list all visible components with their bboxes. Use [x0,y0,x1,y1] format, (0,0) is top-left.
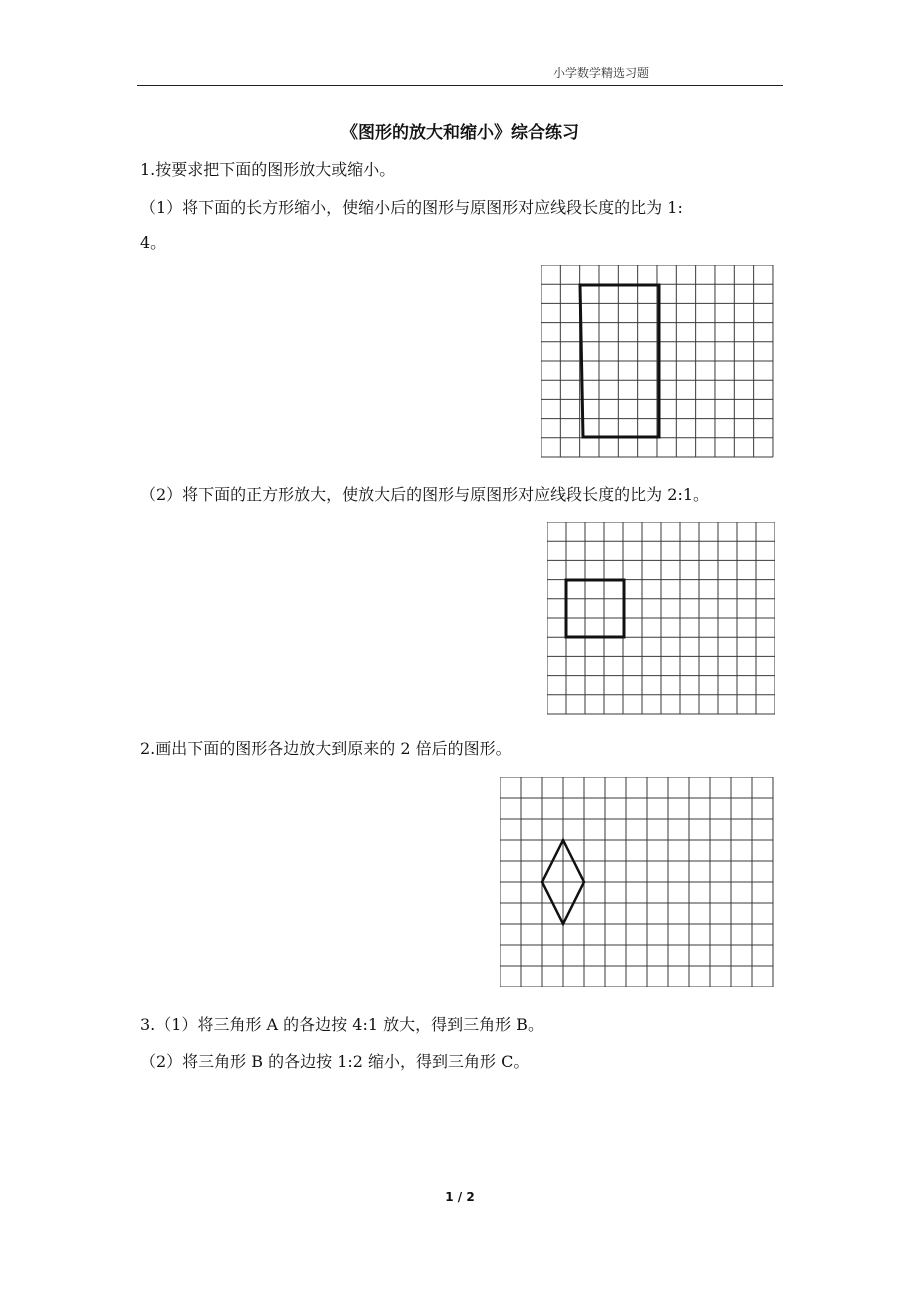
q1-part2: （2）将下面的正方形放大，使放大后的图形与原图形对应线段长度的比为 2:1。 [140,485,710,504]
grid-lines [547,522,775,714]
page-number: 1 / 2 [445,1190,475,1204]
grid-rectangle [541,265,775,459]
grid-square [547,522,775,716]
q2-heading: 2.画出下面的图形各边放大到原来的 2 倍后的图形。 [140,739,512,758]
header-text: 小学数学精选习题 [553,66,650,80]
q1-part1-line2: 4。 [140,233,167,252]
q3-part2: （2）将三角形 B 的各边按 1:2 缩小，得到三角形 C。 [140,1052,530,1071]
page-title: 《图形的放大和缩小》综合练习 [341,123,579,143]
grid-rhombus [500,777,774,987]
grid-lines [541,265,773,457]
q1-heading: 1.按要求把下面的图形放大或缩小。 [140,160,396,179]
q3-part1: 3.（1）将三角形 A 的各边按 4:1 放大，得到三角形 B。 [140,1015,544,1034]
header-rule [137,85,783,86]
square-shape [566,580,624,637]
q1-part1-line1: （1）将下面的长方形缩小，使缩小后的图形与原图形对应线段长度的比为 1: [140,198,683,217]
